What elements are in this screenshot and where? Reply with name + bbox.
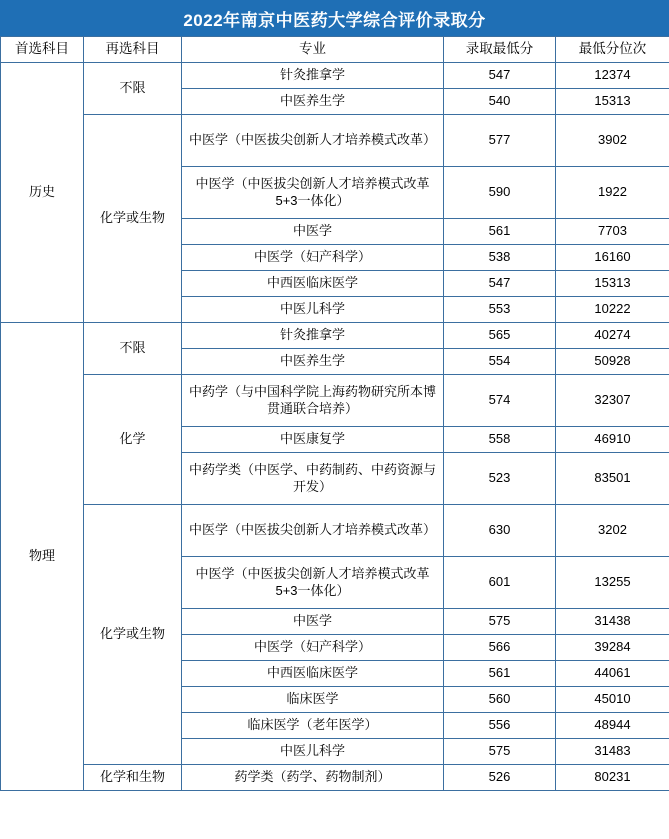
rank-cell: 32307 (556, 375, 669, 427)
secondary-subject-cell: 化学和生物 (84, 765, 182, 791)
rank-cell: 10222 (556, 297, 669, 323)
major-cell: 中医养生学 (182, 89, 444, 115)
column-header-rank: 最低分位次 (556, 37, 669, 63)
page-title: 2022年南京中医药大学综合评价录取分 (183, 10, 486, 30)
rank-cell: 31483 (556, 739, 669, 765)
rank-cell: 1922 (556, 167, 669, 219)
min-score-cell: 560 (444, 687, 556, 713)
min-score-cell: 558 (444, 427, 556, 453)
table-row (1, 765, 669, 791)
min-score-cell: 526 (444, 765, 556, 791)
rank-cell: 83501 (556, 453, 669, 505)
major-cell: 临床医学（老年医学） (182, 713, 444, 739)
major-cell: 中医学（妇产科学） (182, 635, 444, 661)
admission-score-table (0, 36, 669, 791)
min-score-cell: 566 (444, 635, 556, 661)
major-cell: 针灸推拿学 (182, 63, 444, 89)
min-score-cell: 547 (444, 63, 556, 89)
major-cell: 中医康复学 (182, 427, 444, 453)
rank-cell: 12374 (556, 63, 669, 89)
min-score-cell: 547 (444, 271, 556, 297)
major-cell: 针灸推拿学 (182, 323, 444, 349)
min-score-cell: 540 (444, 89, 556, 115)
major-cell: 中医儿科学 (182, 739, 444, 765)
major-cell: 中医学（中医拔尖创新人才培养模式改革） (182, 115, 444, 167)
rank-cell: 80231 (556, 765, 669, 791)
major-cell: 中西医临床医学 (182, 661, 444, 687)
table-row (1, 63, 669, 89)
min-score-cell: 601 (444, 557, 556, 609)
secondary-subject-cell: 不限 (84, 323, 182, 375)
rank-cell: 15313 (556, 271, 669, 297)
min-score-cell: 554 (444, 349, 556, 375)
min-score-cell: 561 (444, 661, 556, 687)
rank-cell: 13255 (556, 557, 669, 609)
major-cell: 中医学（中医拔尖创新人才培养模式改革5+3一体化） (182, 167, 444, 219)
min-score-cell: 575 (444, 609, 556, 635)
min-score-cell: 630 (444, 505, 556, 557)
document-title-bar (0, 0, 669, 36)
rank-cell: 16160 (556, 245, 669, 271)
table-header (1, 37, 669, 63)
min-score-cell: 561 (444, 219, 556, 245)
secondary-subject-cell: 化学或生物 (84, 505, 182, 765)
major-cell: 临床医学 (182, 687, 444, 713)
major-cell: 中医学（中医拔尖创新人才培养模式改革） (182, 505, 444, 557)
rank-cell: 45010 (556, 687, 669, 713)
table-body (1, 63, 669, 791)
major-cell: 中医养生学 (182, 349, 444, 375)
major-cell: 中药学类（中医学、中药制药、中药资源与开发） (182, 453, 444, 505)
min-score-cell: 577 (444, 115, 556, 167)
primary-subject-cell: 历史 (1, 63, 84, 323)
secondary-subject-cell: 不限 (84, 63, 182, 115)
secondary-subject-cell: 化学或生物 (84, 115, 182, 323)
rank-cell: 3202 (556, 505, 669, 557)
rank-cell: 15313 (556, 89, 669, 115)
rank-cell: 44061 (556, 661, 669, 687)
rank-cell: 40274 (556, 323, 669, 349)
column-header-secondary-subject: 再选科目 (84, 37, 182, 63)
min-score-cell: 556 (444, 713, 556, 739)
min-score-cell: 565 (444, 323, 556, 349)
rank-cell: 48944 (556, 713, 669, 739)
major-cell: 中医学 (182, 609, 444, 635)
column-header-major: 专业 (182, 37, 444, 63)
major-cell: 中医学（中医拔尖创新人才培养模式改革5+3一体化） (182, 557, 444, 609)
rank-cell: 46910 (556, 427, 669, 453)
min-score-cell: 538 (444, 245, 556, 271)
major-cell: 中西医临床医学 (182, 271, 444, 297)
table-row (1, 323, 669, 349)
min-score-cell: 553 (444, 297, 556, 323)
min-score-cell: 574 (444, 375, 556, 427)
rank-cell: 7703 (556, 219, 669, 245)
major-cell: 中医学 (182, 219, 444, 245)
column-header-primary-subject: 首选科目 (1, 37, 84, 63)
rank-cell: 39284 (556, 635, 669, 661)
rank-cell: 3902 (556, 115, 669, 167)
major-cell: 中药学（与中国科学院上海药物研究所本博贯通联合培养） (182, 375, 444, 427)
min-score-cell: 523 (444, 453, 556, 505)
min-score-cell: 575 (444, 739, 556, 765)
major-cell: 药学类（药学、药物制剂） (182, 765, 444, 791)
primary-subject-cell: 物理 (1, 323, 84, 791)
table-row (1, 115, 669, 167)
min-score-cell: 590 (444, 167, 556, 219)
major-cell: 中医学（妇产科学） (182, 245, 444, 271)
table-header-row (1, 37, 669, 63)
secondary-subject-cell: 化学 (84, 375, 182, 505)
column-header-min-score: 录取最低分 (444, 37, 556, 63)
rank-cell: 31438 (556, 609, 669, 635)
major-cell: 中医儿科学 (182, 297, 444, 323)
table-row (1, 505, 669, 557)
rank-cell: 50928 (556, 349, 669, 375)
table-row (1, 375, 669, 427)
